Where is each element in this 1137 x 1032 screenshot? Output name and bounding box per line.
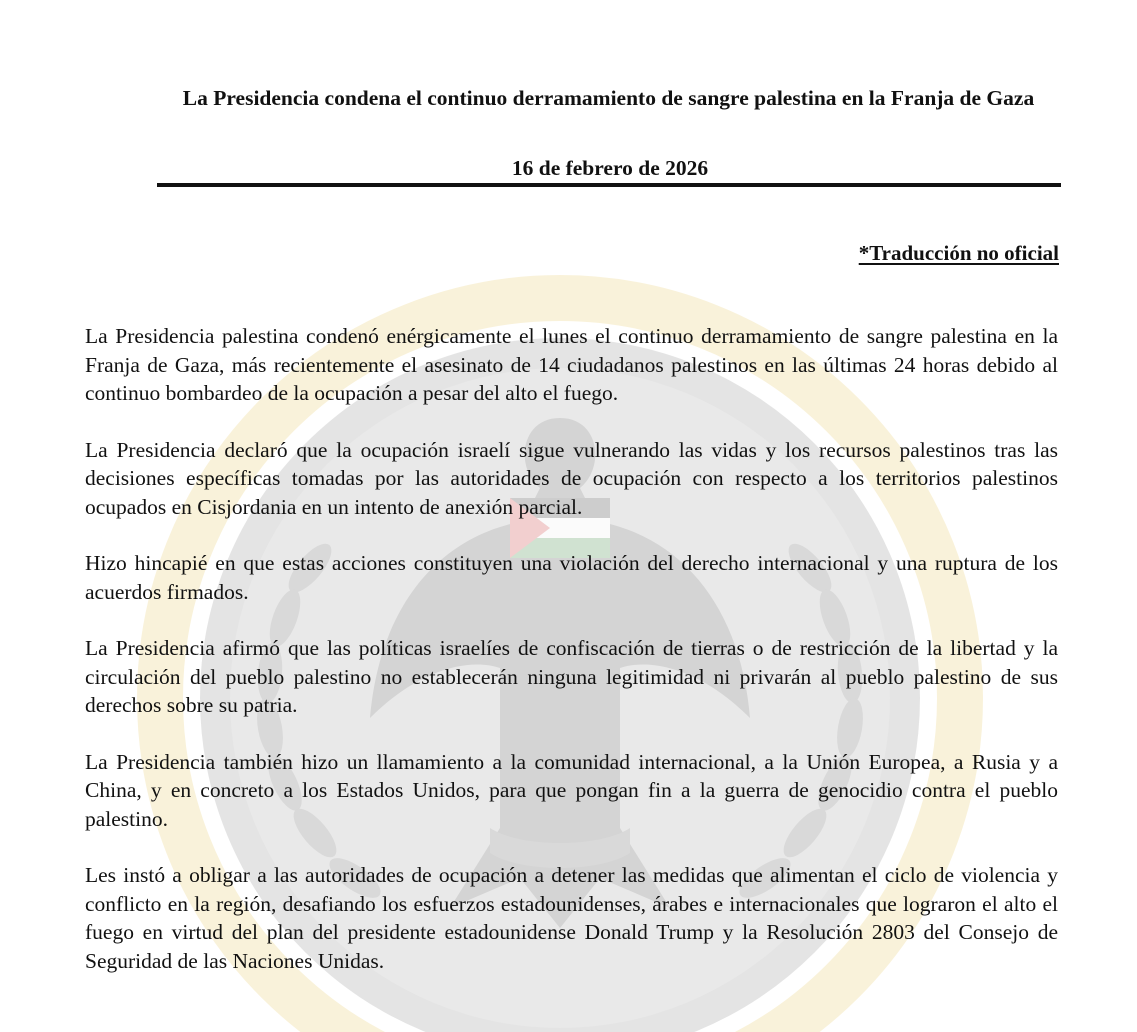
paragraph: La Presidencia palestina condenó enérgicamente el lunes el continuo derramamiento de sangre palestina en la Franja de Gaza, más recientemente el asesinato de 14 ciudadanos palestinos en las últimas 24 horas debido al continuo bombardeo de la ocupación a pesar del alto el fuego. bbox=[85, 324, 1058, 405]
paragraph: Les instó a obligar a las autoridades de ocupación a detener las medidas que alimentan el ciclo de violencia y conflicto en la región, desafiando los esfuerzos estadounidenses, árabes e internacionales que lograron el alto el fuego en virtud del plan del presidente estadounidense Donald Trump y la Resolución 2803 del Consejo de Seguridad de las Naciones Unidas. bbox=[85, 863, 1058, 973]
document-date: 16 de febrero de 2026 bbox=[511, 156, 709, 180]
paragraph: La Presidencia también hizo un llamamiento a la comunidad internacional, a la Unión Europea, a Rusia y a China, y en concreto a los Estados Unidos, para que pongan fin a la guerra de genocidio contra el pueblo palestino. bbox=[85, 749, 1058, 831]
paragraph: La Presidencia afirmó que las políticas israelíes de confiscación de tierras o de restricción de la libertad y la circulación del pueblo palestino no establecerán ninguna legitimidad ni privarán al pueblo palestino de sus derechos sobre su patria. bbox=[85, 636, 1058, 717]
paragraph: La Presidencia declaró que la ocupación israelí sigue vulnerando las vidas y los recursos palestinos tras las decisiones específicas tomadas por las autoridades de ocupación con respecto a los territorios palestinos ocupados en Cisjordania en un intento de anexión parcial. bbox=[85, 437, 1058, 519]
page-title: La Presidencia condena el continuo derramamiento de sangre palestina en la Franja de Gaza bbox=[182, 86, 1035, 110]
translation-disclaimer: *Traducción no oficial bbox=[858, 241, 1059, 265]
header-divider bbox=[157, 183, 1061, 187]
paragraph: Hizo hincapié en que estas acciones constituyen una violación del derecho internacional y una ruptura de los acuerdos firmados. bbox=[85, 551, 1058, 604]
document-body bbox=[85, 322, 1058, 1003]
